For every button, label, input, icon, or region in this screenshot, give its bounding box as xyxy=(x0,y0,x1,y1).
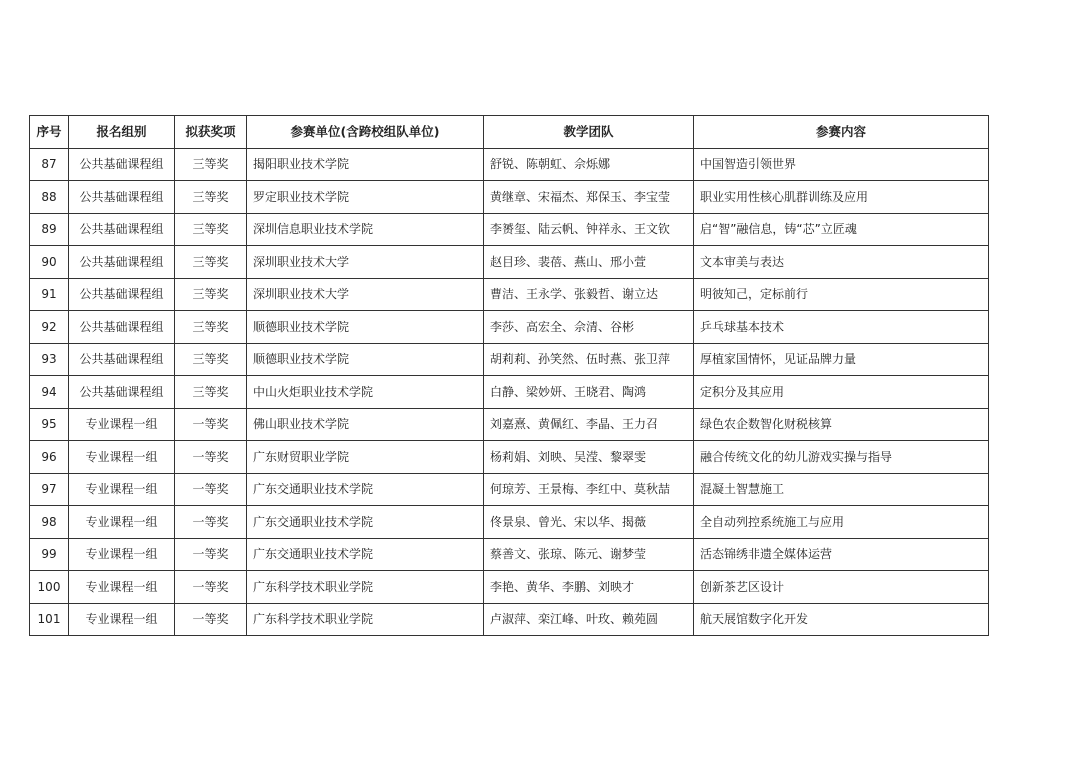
table-row xyxy=(30,441,989,474)
cell-group: 公共基础课程组 xyxy=(69,343,175,376)
cell-no: 96 xyxy=(30,441,69,474)
header-no: 序号 xyxy=(30,116,69,149)
cell-content: 全自动列控系统施工与应用 xyxy=(694,506,989,539)
cell-group: 公共基础课程组 xyxy=(69,376,175,409)
cell-unit: 深圳职业技术大学 xyxy=(247,246,484,279)
cell-unit: 顺德职业技术学院 xyxy=(247,343,484,376)
header-row xyxy=(30,116,989,149)
cell-content: 融合传统文化的幼儿游戏实操与指导 xyxy=(694,441,989,474)
cell-award: 一等奖 xyxy=(175,538,247,571)
cell-unit: 广东科学技术职业学院 xyxy=(247,603,484,636)
cell-no: 94 xyxy=(30,376,69,409)
cell-unit: 广东交通职业技术学院 xyxy=(247,473,484,506)
cell-award: 一等奖 xyxy=(175,571,247,604)
cell-content: 厚植家国情怀，见证品牌力量 xyxy=(694,343,989,376)
cell-team: 黄继章、宋福杰、郑保玉、李宝莹 xyxy=(484,181,694,214)
cell-award: 三等奖 xyxy=(175,213,247,246)
table-row xyxy=(30,603,989,636)
cell-unit: 中山火炬职业技术学院 xyxy=(247,376,484,409)
cell-no: 90 xyxy=(30,246,69,279)
cell-unit: 佛山职业技术学院 xyxy=(247,408,484,441)
cell-unit: 揭阳职业技术学院 xyxy=(247,148,484,181)
cell-group: 专业课程一组 xyxy=(69,441,175,474)
cell-unit: 深圳信息职业技术学院 xyxy=(247,213,484,246)
cell-group: 专业课程一组 xyxy=(69,571,175,604)
cell-team: 白静、梁妙妍、王晓君、陶鸿 xyxy=(484,376,694,409)
cell-unit: 深圳职业技术大学 xyxy=(247,278,484,311)
cell-unit: 广东交通职业技术学院 xyxy=(247,538,484,571)
cell-no: 100 xyxy=(30,571,69,604)
cell-content: 职业实用性核心肌群训练及应用 xyxy=(694,181,989,214)
table-row xyxy=(30,181,989,214)
cell-group: 公共基础课程组 xyxy=(69,148,175,181)
cell-team: 佟景泉、曾光、宋以华、揭薇 xyxy=(484,506,694,539)
header-award: 拟获奖项 xyxy=(175,116,247,149)
cell-content: 活态锦绣非遗全媒体运营 xyxy=(694,538,989,571)
table-row xyxy=(30,473,989,506)
cell-content: 明彼知己，定标前行 xyxy=(694,278,989,311)
table-body xyxy=(30,148,989,636)
table-row xyxy=(30,213,989,246)
cell-content: 航天展馆数字化开发 xyxy=(694,603,989,636)
cell-group: 专业课程一组 xyxy=(69,473,175,506)
cell-unit: 广东交通职业技术学院 xyxy=(247,506,484,539)
cell-group: 专业课程一组 xyxy=(69,506,175,539)
cell-group: 专业课程一组 xyxy=(69,408,175,441)
cell-award: 一等奖 xyxy=(175,408,247,441)
cell-award: 一等奖 xyxy=(175,603,247,636)
table-row xyxy=(30,538,989,571)
cell-group: 公共基础课程组 xyxy=(69,311,175,344)
table-row xyxy=(30,408,989,441)
table-row xyxy=(30,246,989,279)
cell-no: 87 xyxy=(30,148,69,181)
cell-team: 舒锐、陈朝虹、佘烁娜 xyxy=(484,148,694,181)
cell-award: 三等奖 xyxy=(175,311,247,344)
cell-team: 胡莉莉、孙笑然、伍时燕、张卫萍 xyxy=(484,343,694,376)
cell-team: 李艳、黄华、李鹏、刘映才 xyxy=(484,571,694,604)
header-group: 报名组别 xyxy=(69,116,175,149)
cell-no: 99 xyxy=(30,538,69,571)
header-team: 教学团队 xyxy=(484,116,694,149)
cell-content: 绿色农企数智化财税核算 xyxy=(694,408,989,441)
cell-content: 定积分及其应用 xyxy=(694,376,989,409)
cell-award: 三等奖 xyxy=(175,278,247,311)
award-table xyxy=(29,115,989,636)
cell-no: 95 xyxy=(30,408,69,441)
cell-team: 曹洁、王永学、张毅哲、谢立达 xyxy=(484,278,694,311)
cell-no: 89 xyxy=(30,213,69,246)
cell-group: 公共基础课程组 xyxy=(69,181,175,214)
cell-award: 三等奖 xyxy=(175,181,247,214)
cell-group: 公共基础课程组 xyxy=(69,246,175,279)
cell-no: 98 xyxy=(30,506,69,539)
header-unit: 参赛单位(含跨校组队单位) xyxy=(247,116,484,149)
cell-award: 一等奖 xyxy=(175,506,247,539)
cell-unit: 顺德职业技术学院 xyxy=(247,311,484,344)
cell-unit: 罗定职业技术学院 xyxy=(247,181,484,214)
cell-no: 92 xyxy=(30,311,69,344)
cell-unit: 广东科学技术职业学院 xyxy=(247,571,484,604)
table-row xyxy=(30,311,989,344)
cell-award: 三等奖 xyxy=(175,246,247,279)
cell-no: 93 xyxy=(30,343,69,376)
table-row xyxy=(30,376,989,409)
cell-team: 杨莉娟、刘映、吴滢、黎翠雯 xyxy=(484,441,694,474)
cell-no: 88 xyxy=(30,181,69,214)
cell-team: 李赟玺、陆云帆、钟祥永、王文钦 xyxy=(484,213,694,246)
cell-award: 三等奖 xyxy=(175,148,247,181)
table-row xyxy=(30,278,989,311)
cell-team: 刘嘉熹、黄佩红、李晶、王力召 xyxy=(484,408,694,441)
cell-award: 一等奖 xyxy=(175,473,247,506)
cell-no: 101 xyxy=(30,603,69,636)
cell-content: 混凝土智慧施工 xyxy=(694,473,989,506)
cell-team: 蔡善文、张琼、陈元、谢梦莹 xyxy=(484,538,694,571)
cell-award: 一等奖 xyxy=(175,441,247,474)
cell-group: 专业课程一组 xyxy=(69,603,175,636)
cell-group: 公共基础课程组 xyxy=(69,213,175,246)
cell-award: 三等奖 xyxy=(175,343,247,376)
cell-no: 97 xyxy=(30,473,69,506)
cell-no: 91 xyxy=(30,278,69,311)
header-content: 参赛内容 xyxy=(694,116,989,149)
cell-unit: 广东财贸职业学院 xyxy=(247,441,484,474)
table-row xyxy=(30,343,989,376)
cell-team: 李莎、高宏全、佘清、谷彬 xyxy=(484,311,694,344)
cell-group: 公共基础课程组 xyxy=(69,278,175,311)
table-row xyxy=(30,506,989,539)
cell-team: 何琼芳、王景梅、李红中、莫秋喆 xyxy=(484,473,694,506)
table-row xyxy=(30,571,989,604)
cell-content: 乒乓球基本技术 xyxy=(694,311,989,344)
cell-content: 创新茶艺区设计 xyxy=(694,571,989,604)
cell-team: 卢淑萍、栾江峰、叶玫、赖苑圆 xyxy=(484,603,694,636)
cell-content: 启“智”融信息，铸“芯”立匠魂 xyxy=(694,213,989,246)
cell-content: 中国智造引领世界 xyxy=(694,148,989,181)
cell-team: 赵目珍、裴蓓、燕山、邢小萱 xyxy=(484,246,694,279)
table-row xyxy=(30,148,989,181)
cell-content: 文本审美与表达 xyxy=(694,246,989,279)
cell-group: 专业课程一组 xyxy=(69,538,175,571)
cell-award: 三等奖 xyxy=(175,376,247,409)
